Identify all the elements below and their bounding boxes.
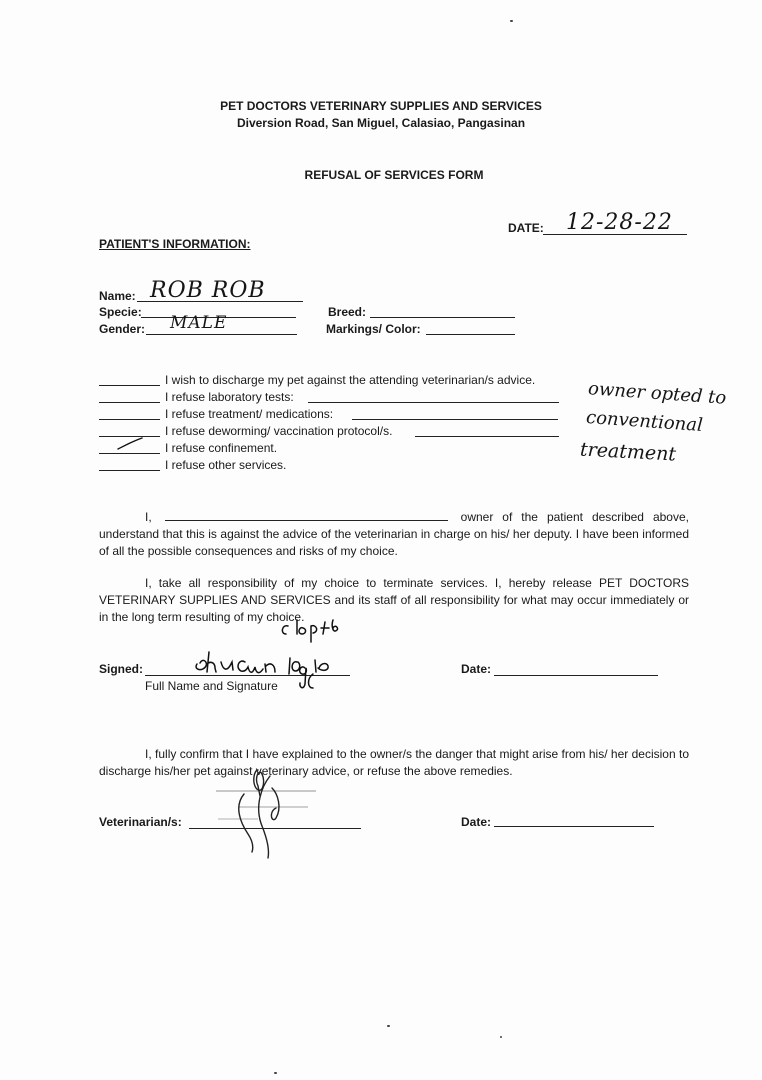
refusal-text: I refuse laboratory tests: [165,390,294,404]
refusal-text: I refuse other services. [165,458,287,472]
name-value-handwritten: ROB ROB [150,278,266,303]
form-title: REFUSAL OF SERVICES FORM [304,168,484,182]
scan-speck [500,1036,502,1038]
date-label: DATE: [508,221,544,235]
date-value-handwritten: 12-28-22 [566,210,673,235]
refusal-text: I refuse deworming/ vaccination protocol/s. [165,424,393,438]
refusal-text: I refuse treatment/ medications: [165,407,334,421]
side-note-line: treatment [579,438,677,466]
check-mark-icon [116,436,144,452]
paragraph3-text: I, fully confirm that I have explained to the owner/s the danger that might arise from his/ her decision to discharge his/her pet against veterinary advice, or refuse the above remedies. [99,747,689,778]
owner-signature-image [185,618,365,693]
refusal-text: I refuse confinement. [165,441,278,455]
signed-date-label: Date: [461,662,492,676]
owner-name-line [165,510,448,521]
veterinarian-signature-line [189,828,361,829]
veterinarian-stamp-signature-image [208,760,333,860]
veterinarian-confirmation-paragraph [99,746,689,780]
refusal-check-line [99,385,160,386]
vet-date-label: Date: [461,815,492,829]
company-address: Diversion Road, San Miguel, Calasiao, Pangasinan [236,116,526,130]
breed-label: Breed: [328,305,367,319]
side-note-line: owner opted to [587,378,727,409]
markings-line [426,334,515,335]
refusal-detail-line [352,419,558,420]
owner-acknowledgement-paragraph [99,509,689,560]
refusal-check-line [99,470,160,471]
paragraph1-rest: owner of the patient described above, understand that this is against the advice of the veterinarian in charge on his/ her deputy. I have been informed of all the possible consequences and risks of my choice. [99,510,689,558]
refusal-check-line [99,453,160,454]
veterinarian-label: Veterinarian/s: [99,815,182,829]
scan-speck [387,1025,390,1027]
scan-speck [274,1072,277,1074]
signed-label: Signed: [99,662,143,676]
refusal-text: I wish to discharge my pet against the attending veterinarian/s advice. [165,373,536,387]
gender-label: Gender: [99,322,146,336]
gender-line [146,334,297,335]
side-note-line: conventional [585,406,704,437]
company-name: PET DOCTORS VETERINARY SUPPLIES AND SERVICES [220,99,542,113]
specie-label: Specie: [99,305,142,319]
scan-speck [510,20,513,22]
refusal-detail-line [415,436,559,437]
markings-label: Markings/ Color: [326,322,421,336]
breed-line [370,317,515,318]
refusal-detail-line [308,402,559,403]
patient-info-heading: PATIENT'S INFORMATION: [99,237,251,251]
paragraph2-text: I, take all responsibility of my choice to terminate services. I, hereby release PET DOCTORS VETERINARY SUPPLIES AND SERVICES and its staff of all responsibility for what may occur immediately or in the long term resulting of my choice. [99,576,689,624]
gender-value-handwritten: MALE [170,313,228,333]
signature-caption: Full Name and Signature [145,679,278,693]
name-label: Name: [99,289,136,303]
refusal-check-line [99,419,160,420]
refusal-check-line [99,402,160,403]
vet-date-line [494,826,654,827]
paragraph1-lead: I, [145,510,152,524]
signed-date-line [494,675,658,676]
